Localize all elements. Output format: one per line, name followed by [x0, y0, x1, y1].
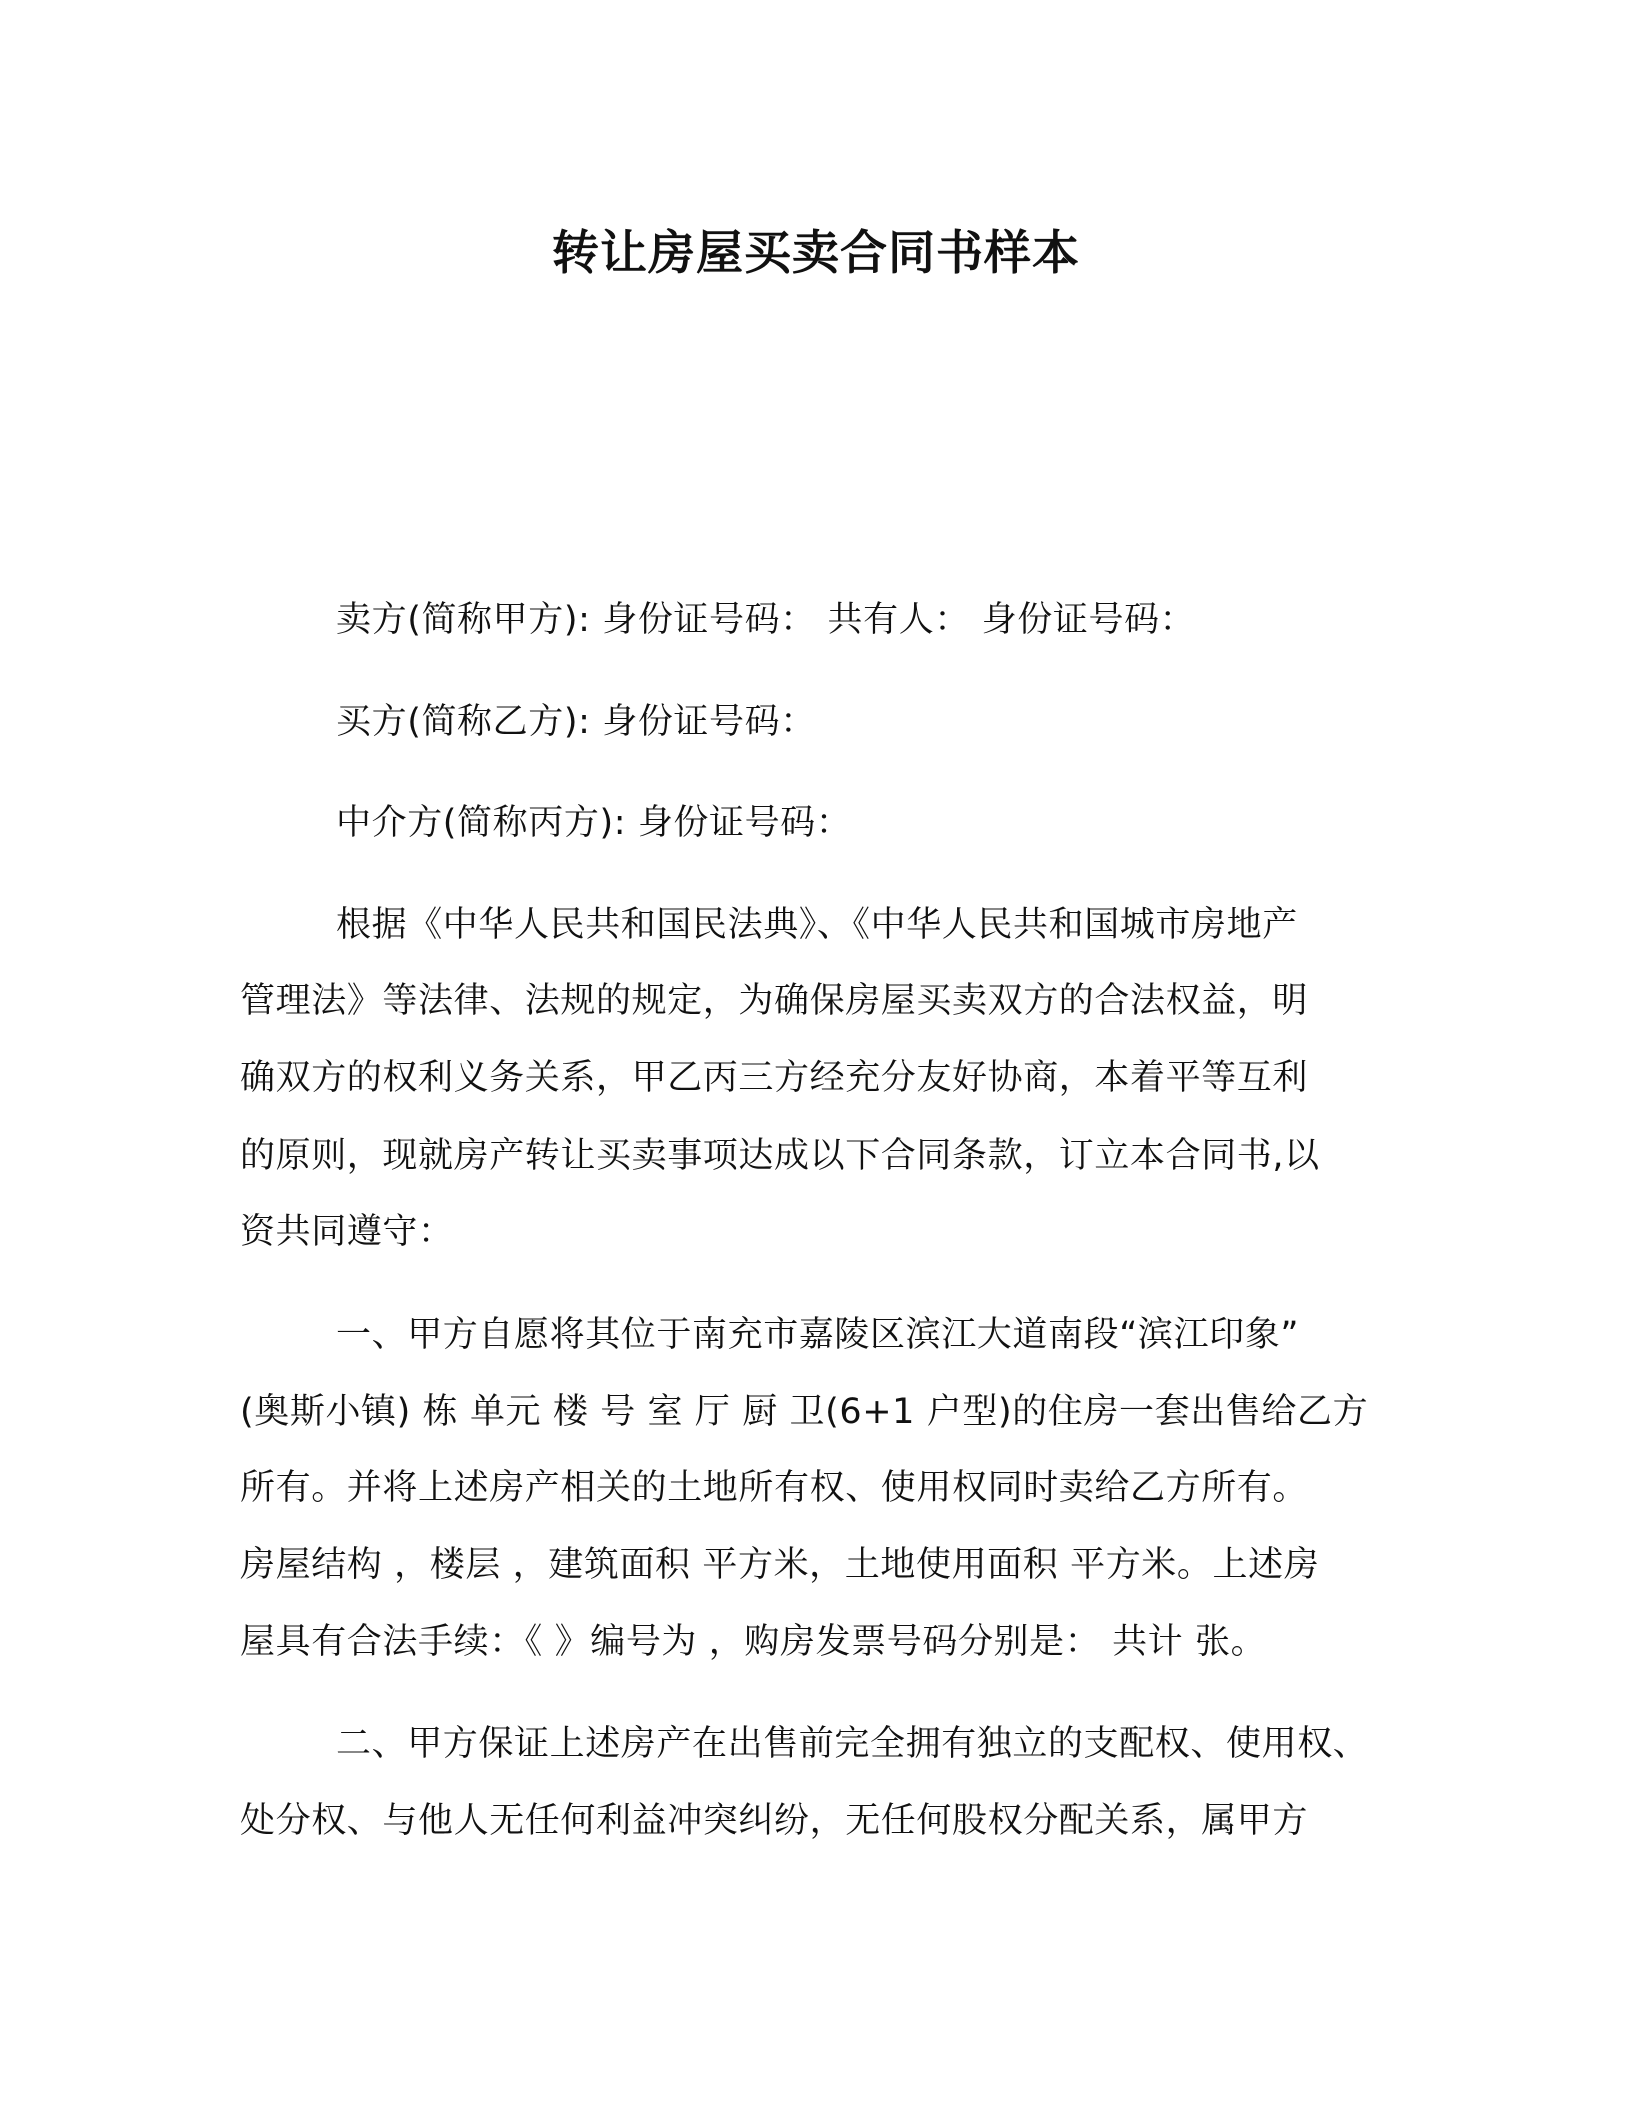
- buyer-line: 买方(简称乙方): 身份证号码：: [336, 702, 816, 742]
- clause-1-line-4: 房屋结构 ，楼层 ，建筑面积 平方米，土地使用面积 平方米。上述房: [240, 1545, 1320, 1585]
- document-title: 转让房屋买卖合同书样本: [552, 226, 1080, 281]
- clause-1-line-1: 一、甲方自愿将其位于南充市嘉陵区滨江大道南段“滨江印象”: [336, 1315, 1300, 1355]
- preamble-line-3: 确双方的权利义务关系，甲乙丙三方经充分友好协商，本着平等互利: [240, 1058, 1309, 1098]
- agent-line: 中介方(简称丙方): 身份证号码：: [336, 803, 852, 843]
- clause-1-line-5: 屋具有合法手续：《 》编号为 ，购房发票号码分别是： 共计 张。: [240, 1622, 1267, 1662]
- clause-1-line-2: (奥斯小镇) 栋 单元 楼 号 室 厅 厨 卫(6+1 户型)的住房一套出售给乙方: [240, 1392, 1369, 1432]
- preamble-line-5: 资共同遵守：: [240, 1212, 454, 1252]
- clause-1-line-3: 所有。并将上述房产相关的土地所有权、使用权同时卖给乙方所有。: [240, 1468, 1309, 1508]
- clause-2-line-1: 二、甲方保证上述房产在出售前完全拥有独立的支配权、使用权、: [336, 1724, 1369, 1764]
- seller-line: 卖方(简称甲方): 身份证号码： 共有人： 身份证号码：: [336, 600, 1196, 640]
- preamble-line-4: 的原则，现就房产转让买卖事项达成以下合同条款，订立本合同书,以: [240, 1136, 1320, 1176]
- preamble-line-2: 管理法》等法律、法规的规定，为确保房屋买卖双方的合法权益，明: [240, 981, 1309, 1021]
- clause-2-line-2: 处分权、与他人无任何利益冲突纠纷，无任何股权分配关系，属甲方: [240, 1801, 1309, 1841]
- preamble-line-1: 根据《中华人民共和国民法典》、《中华人民共和国城市房地产: [336, 905, 1298, 945]
